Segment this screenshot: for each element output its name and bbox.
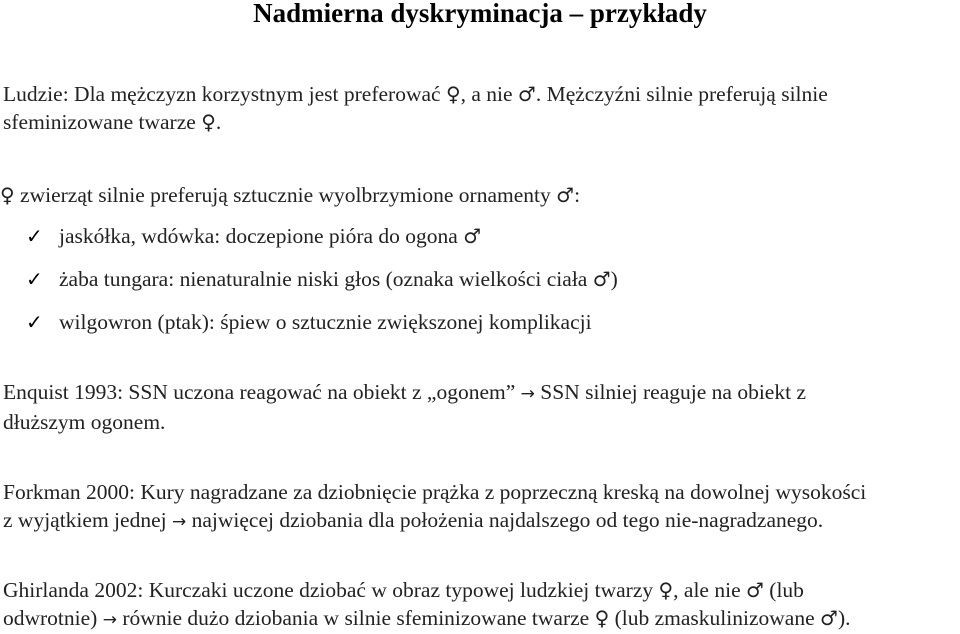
- female-symbol-icon: ♀: [658, 578, 674, 602]
- forkman-text-2b: najwięcej dziobania dla położenia najdalszego od tego nie-nagradzanego.: [186, 508, 824, 532]
- ludzie-line-2: [3, 108, 959, 136]
- ludzie-text-1b: , a nie: [460, 82, 518, 106]
- ghirlanda-text-2a: odwrotnie): [3, 606, 103, 630]
- female-symbol-icon: ♀: [445, 82, 461, 106]
- female-symbol-icon: ♀: [201, 110, 216, 134]
- animals-intro-text: zwierząt silnie preferują sztucznie wyolbrzymione ornamenty: [14, 183, 557, 207]
- ludzie-text-1c: . Mężczyźni silnie preferują silnie: [535, 82, 828, 106]
- ludzie-line-1: [3, 80, 959, 108]
- list-item-text: [59, 308, 592, 336]
- ghirlanda-text-1a: Ghirlanda 2002: Kurczaki uczone dziobać w obraz typowej ludzkiej twarzy: [3, 578, 659, 602]
- checkmark-icon: ✓: [26, 224, 43, 248]
- ghirlanda-text-1c: (lub: [763, 578, 804, 602]
- paragraph-animals-intro: [0, 181, 956, 209]
- female-symbol-icon: ♀: [0, 183, 15, 207]
- paragraph-forkman: [3, 478, 959, 536]
- female-symbol-icon: ♀: [594, 606, 610, 630]
- forkman-text-2a: z wyjątkiem jednej: [3, 508, 172, 532]
- forkman-line-1: Forkman 2000: Kury nagradzane za dziobnięcie prążka z poprzeczną kreską na dowolnej wysokości: [3, 480, 867, 504]
- male-symbol-icon: ♂: [745, 578, 764, 602]
- male-symbol-icon: ♂: [517, 82, 536, 106]
- paragraph-enquist: [3, 378, 959, 436]
- male-symbol-icon: ♂: [556, 183, 575, 207]
- list-item-text: [59, 222, 481, 250]
- ghirlanda-line-2: [3, 604, 959, 634]
- ludzie-text-2b: .: [215, 110, 222, 134]
- enquist-line-1: [3, 378, 959, 408]
- item-zaba-close: ): [610, 267, 618, 291]
- ludzie-text-2a: sfeminizowane twarze: [3, 110, 202, 134]
- ghirlanda-text-2d: ).: [837, 606, 851, 630]
- item-jaskolka-text: jaskółka, wdówka: doczepione pióra do ogona: [59, 224, 464, 248]
- item-wilgowron-text: wilgowron (ptak): śpiew o sztucznie zwiększonej komplikacji: [59, 310, 592, 334]
- list-item-text: [59, 265, 618, 293]
- enquist-text-1a: Enquist 1993: SSN uczona reagować na obiekt z „ogonem”: [3, 380, 521, 404]
- male-symbol-icon: ♂: [820, 606, 838, 630]
- enquist-text-1b: SSN silniej reaguje na obiekt z: [534, 380, 806, 404]
- slide-title: Nadmierna dyskryminacja – przykłady: [253, 0, 707, 28]
- male-symbol-icon: ♂: [592, 267, 611, 291]
- animals-intro-colon: :: [574, 183, 581, 207]
- arrow-right-icon: →: [520, 384, 535, 404]
- forkman-line-2: [3, 506, 959, 536]
- ludzie-text-1a: Ludzie: Dla mężczyzn korzystnym jest preferować: [3, 82, 446, 106]
- item-zaba-text: żaba tungara: nienaturalnie niski głos (oznaka wielkości ciała: [59, 267, 593, 291]
- ghirlanda-text-2c: (lub zmaskulinizowane: [609, 606, 820, 630]
- male-symbol-icon: ♂: [463, 224, 482, 248]
- ghirlanda-line-1: [3, 576, 959, 604]
- paragraph-ghirlanda: [3, 576, 959, 634]
- paragraph-ludzie: [3, 80, 959, 136]
- enquist-line-2: dłuższym ogonem.: [3, 410, 166, 434]
- arrow-right-icon: →: [102, 610, 117, 630]
- arrow-right-icon: →: [171, 512, 187, 532]
- animals-intro-line: [0, 181, 956, 209]
- ghirlanda-text-2b: równie dużo dziobania w silnie sfeminizowane twarze: [116, 606, 595, 630]
- checkmark-icon: ✓: [26, 310, 43, 334]
- checkmark-icon: ✓: [26, 267, 43, 291]
- ghirlanda-text-1b: , ale nie: [673, 578, 746, 602]
